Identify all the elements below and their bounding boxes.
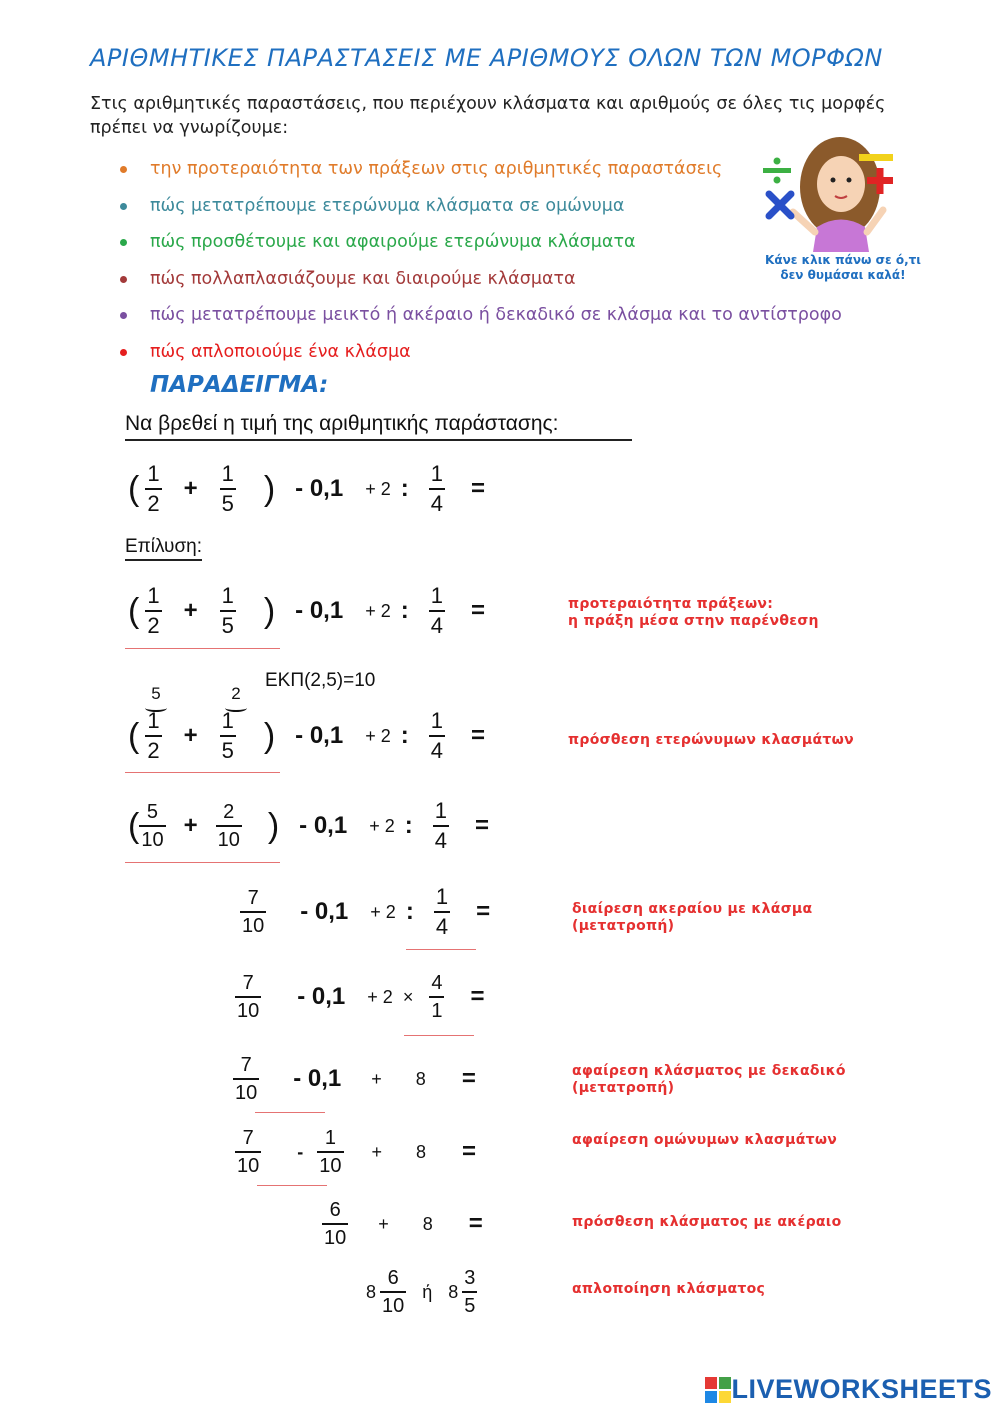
denominator: 10 [217,829,240,852]
bullet-item-convert-like[interactable] [118,192,842,229]
note-simplify: απλοποίηση κλάσματος [572,1281,766,1297]
numerator: 1 [221,583,234,608]
numerator: 7 [247,887,259,910]
fraction-7-10 [240,887,266,937]
fraction-1-4 [429,584,445,638]
colon-sign: : [404,812,413,840]
plus-sign: + [371,1141,383,1162]
bullet-text: πώς μετατρέπουμε μεικτό ή ακέραιο ή δεκαδικό σε κλάσμα και το αντίστροφο [150,305,842,325]
fraction-1-4 [434,885,450,939]
or-word: ή [422,1281,433,1302]
number-eight: 8 [422,1213,433,1234]
equals-sign: = [470,983,485,1010]
fraction-1-2 [145,709,161,763]
colon-sign: : [400,722,409,750]
close-paren: ) [267,806,280,845]
numerator: 1 [430,583,443,608]
expression-step-5 [235,972,484,1022]
lcm-label: ΕΚΠ(2,5)=10 [265,670,376,691]
underline-division [406,949,476,950]
fraction-1-5 [220,709,236,763]
note-divide-integer: διαίρεση ακεραίου με κλάσμα (μετατροπή) [572,901,813,934]
note-add-integer: πρόσθεση κλάσματος με ακέραιο [572,1214,842,1230]
minus-decimal: - 0,1 [295,597,344,625]
plus-sign: + [378,1213,389,1234]
underline-multiply [404,1035,474,1036]
bullet-item-multiply-divide[interactable] [118,265,842,302]
minus-decimal: - 0,1 [299,812,348,840]
numerator: 4 [431,972,443,994]
open-paren: ( [128,716,140,755]
denominator: 2 [147,738,160,764]
denominator: 4 [435,914,449,940]
denominator: 5 [221,738,234,764]
fraction-1-2 [145,584,161,638]
fraction-7-10 [235,972,261,1022]
numerator: 7 [242,1127,254,1149]
liveworksheets-logo-icon [705,1377,731,1403]
denominator: 4 [430,738,443,764]
numerator: 1 [430,461,443,486]
numerator: 1 [434,798,447,823]
fraction-1-5 [220,462,236,516]
equals-sign: = [470,722,485,750]
note-priority: προτεραιότητα πράξεων: η πράξη μέσα στην παρένθεση [568,596,819,629]
expression-problem [128,462,485,516]
fraction-6-10 [322,1199,348,1249]
underline-sum [125,862,280,863]
colon-sign: : [405,898,414,926]
numerator: 1 [324,1127,336,1149]
underline-subtraction [255,1112,325,1113]
bullet-dot-icon [120,166,127,173]
denominator: 10 [242,915,265,938]
numerator: 6 [329,1199,341,1221]
underline-parenthesis [125,772,280,773]
bullet-item-priority[interactable] [118,155,842,192]
bullet-item-add-subtract[interactable] [118,228,842,265]
expression-step-1 [128,584,485,638]
denominator: 5 [221,613,234,639]
numerator: 6 [387,1267,399,1289]
note-subtract-like: αφαίρεση ομώνυμων κλασμάτων [572,1132,838,1148]
denominator: 10 [382,1295,405,1317]
numerator: 5 [146,801,159,824]
fraction-1-4 [433,799,449,853]
equals-sign: = [468,1210,483,1237]
fraction-7-10 [235,1127,261,1177]
number-eight: 8 [416,1141,427,1162]
colon-sign: : [400,475,409,503]
underline-like-subtraction [257,1185,327,1186]
numerator: 1 [435,884,449,909]
expression-step-8 [322,1199,483,1249]
close-paren: ) [263,591,276,630]
bullet-dot-icon [120,276,127,283]
equals-sign: = [461,1065,476,1092]
denominator: 10 [237,1000,260,1022]
fraction-3-5 [462,1267,477,1317]
close-paren: ) [263,469,276,508]
denominator: 10 [235,1082,258,1104]
liveworksheets-logo[interactable] [705,1374,992,1405]
plus-two: + 2 [367,986,393,1007]
fraction-1-4 [429,462,445,516]
minus-sign: - [297,1141,304,1162]
bullet-list [118,155,842,374]
page-title: ΑΡΙΘΜΗΤΙΚΕΣ ΠΑΡΑΣΤΑΣΕΙΣ ΜΕ ΑΡΙΘΜΟΥΣ ΟΛΩΝ ΤΩΝ ΜΟΡΦΩΝ [90,44,883,72]
fraction-1-10 [317,1127,343,1177]
denominator: 5 [221,491,234,517]
underline-parenthesis [125,648,280,649]
task-statement: Να βρεθεί η τιμή της αριθμητικής παράστασης: [125,412,632,441]
fraction-4-1 [429,972,444,1022]
open-paren: ( [128,591,140,630]
plus-two: + 2 [365,600,391,621]
equals-sign: = [462,1138,477,1165]
bullet-text: πώς απλοποιούμε ένα κλάσμα [150,341,411,362]
bullet-text: την προτεραιότητα των πράξεων στις αριθμητικές παραστάσεις [150,159,723,179]
open-paren: ( [128,806,140,845]
multiplier-value: 2 [231,684,241,703]
denominator: 1 [431,1000,443,1022]
minus-decimal: - 0,1 [297,983,346,1010]
denominator: 10 [319,1155,342,1177]
numerator: 1 [147,583,160,608]
equals-sign: = [476,898,491,926]
fraction-7-10 [233,1054,259,1104]
equals-sign: = [470,475,485,503]
denominator: 4 [430,613,443,639]
expression-result [366,1267,477,1317]
solution-label: Επίλυση: [125,536,202,561]
denominator: 4 [430,491,443,517]
numerator: 7 [242,972,254,994]
fraction-1-2 [145,462,161,516]
whole-eight: 8 [448,1281,459,1302]
open-paren: ( [128,469,140,508]
fraction-1-4 [429,709,445,763]
expression-step-4 [240,885,490,939]
denominator: 10 [324,1227,347,1249]
numerator: 1 [430,708,443,733]
plus-two: + 2 [369,815,395,836]
minus-decimal: - 0,1 [300,898,349,926]
denominator: 10 [141,829,164,852]
whole-eight: 8 [366,1281,377,1302]
plus-two: + 2 [365,725,391,746]
minus-decimal: - 0,1 [295,722,344,750]
equals-sign: = [470,597,485,625]
bullet-dot-icon [120,203,127,210]
denominator: 2 [147,613,160,639]
close-paren: ) [263,716,276,755]
plus-two: + 2 [370,901,396,922]
expression-step-7 [235,1127,476,1177]
colon-sign: : [400,597,409,625]
logo-text: LIVEWORKSHEETS [731,1374,992,1404]
plus-sign: + [183,475,198,503]
girl-caption[interactable]: Κάνε κλικ πάνω σε ό,τι δεν θυμάσαι καλά! [765,253,921,282]
numerator: 1 [147,708,160,733]
minus-decimal: - 0,1 [293,1065,342,1092]
numerator: 1 [221,708,234,733]
fraction-6-10 [380,1267,406,1317]
fraction-5-10 [139,801,165,851]
intro-text: Στις αριθμητικές παραστάσεις, που περιέχουν κλάσματα και αριθμούς σε όλες τις μορφές πρέπει να γνωρίζουμε: [90,94,886,138]
minus-decimal: - 0,1 [295,475,344,503]
plus-sign: + [183,722,198,750]
number-eight: 8 [415,1068,426,1089]
expression-step-6 [233,1054,476,1104]
multiplier-value: 5 [151,684,161,703]
fraction-2-10 [216,801,242,851]
plus-two: + 2 [365,478,391,499]
denominator: 10 [237,1155,260,1177]
numerator: 2 [223,801,235,824]
plus-sign: + [371,1068,382,1089]
bullet-text: πώς μετατρέπουμε ετερώνυμα κλάσματα σε ομώνυμα [150,195,625,216]
fraction-1-5 [220,584,236,638]
bullet-item-mixed-convert[interactable] [118,301,842,338]
bullet-dot-icon [120,239,127,246]
plus-sign: + [183,597,198,625]
times-sign: × [402,986,414,1007]
denominator: 2 [147,491,160,517]
expression-step-3 [128,799,489,853]
bullet-dot-icon [120,312,127,319]
numerator: 1 [221,461,234,486]
bullet-dot-icon [120,349,127,356]
note-subtract-decimal: αφαίρεση κλάσματος με δεκαδικό (μετατροπή) [572,1063,846,1096]
bullet-text: πώς προσθέτουμε και αφαιρούμε ετερώνυμα κλάσματα [150,232,636,252]
example-heading: ΠΑΡΑΔΕΙΓΜΑ: [150,372,329,398]
equals-sign: = [474,812,489,840]
numerator: 3 [464,1267,476,1289]
numerator: 1 [147,461,160,486]
denominator: 5 [464,1295,476,1317]
numerator: 7 [240,1054,252,1076]
plus-sign: + [183,812,198,840]
denominator: 4 [434,828,447,854]
expression-step-2 [128,709,485,763]
bullet-item-simplify[interactable] [118,338,842,375]
note-add-unlike: πρόσθεση ετερώνυμων κλασμάτων [568,732,854,748]
bullet-text: πώς πολλαπλασιάζουμε και διαιρούμε κλάσματα [150,268,576,289]
